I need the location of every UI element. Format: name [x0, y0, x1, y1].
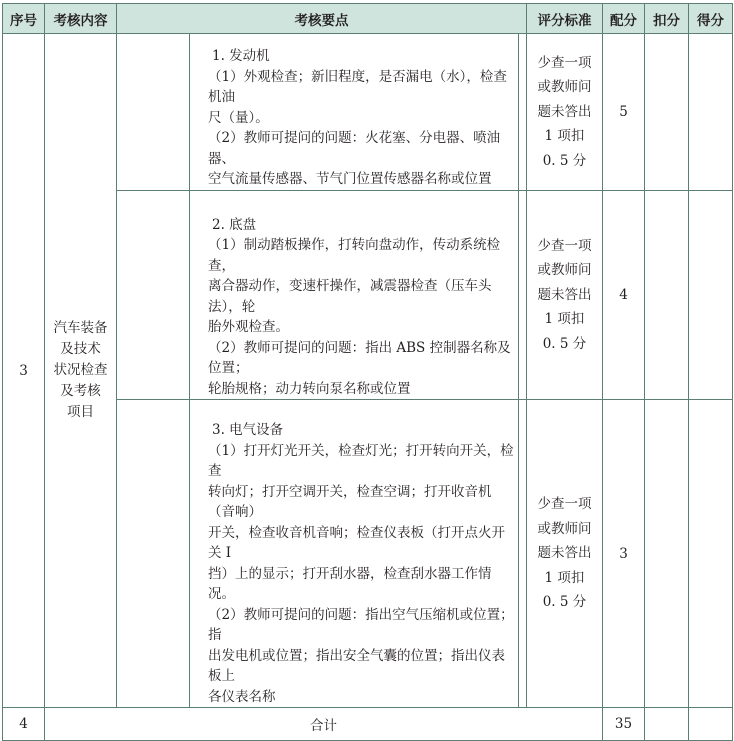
standard-line: 或教师问 [537, 262, 592, 278]
total-row [3, 708, 733, 741]
standard-line: 题未答出 [537, 103, 592, 120]
deduct-cell[interactable] [645, 190, 689, 400]
item-title: 3. 电气设备 [212, 422, 284, 438]
content-line: 及技术 [60, 341, 101, 357]
total-score: 35 [603, 708, 645, 741]
total-deduct-cell[interactable] [645, 708, 689, 741]
header-points: 考核要点 [117, 4, 527, 34]
item-line: 挡）上的显示；打开刮水器，检查刮水器工作情况。 [208, 565, 492, 602]
header-row [3, 4, 733, 34]
standard-line: 1 项扣 [544, 128, 585, 144]
content-line: 及考核 [60, 383, 101, 399]
row-seq: 3 [3, 34, 45, 708]
standard-line: 0. 5 分 [542, 152, 587, 169]
standard-line: 1 项扣 [544, 569, 585, 586]
standard-line: 1 项扣 [544, 311, 585, 327]
item-line: （2）教师可提问的问题：指出空气压缩机或位置；指 [208, 606, 514, 643]
item-line: 轮胎规格；动力转向泵名称或位置 [208, 380, 411, 397]
standard-cell [527, 400, 603, 708]
content-line: 状况检查 [53, 362, 108, 378]
score-cell: 4 [603, 190, 645, 400]
header-score: 配分 [603, 4, 645, 34]
item-line: 离合器动作，变速杆操作，减震器检查（压车头法），轮 [208, 278, 492, 315]
item-title: 2. 底盘 [212, 216, 257, 233]
item-line: （1）制动踏板操作，打转向盘动作，传动系统检查， [208, 237, 501, 274]
content-line: 项目 [67, 404, 94, 420]
points-cell [117, 190, 527, 400]
deduct-cell[interactable] [645, 400, 689, 708]
standard-line: 题未答出 [537, 286, 592, 303]
score-cell: 3 [603, 400, 645, 708]
item-line: 胎外观检查。 [208, 319, 289, 335]
item-line: （1）外观检查；新旧程度，是否漏电（水），检查机油 [208, 68, 507, 105]
header-standard: 评分标准 [527, 4, 603, 34]
table-row [3, 34, 733, 191]
content-line: 汽车装备 [53, 320, 108, 336]
standard-line: 0. 5 分 [542, 335, 587, 352]
item-line: 空气流量传感器、节气门位置传感器名称或位置 [208, 171, 492, 187]
standard-line: 或教师问 [537, 520, 592, 537]
item-line: （2）教师可提问的问题：指出 ABS 控制器名称及位置； [208, 339, 511, 376]
deduct-cell[interactable] [645, 34, 689, 191]
standard-cell [527, 34, 603, 191]
item-title: 1. 发动机 [212, 48, 270, 64]
header-seq: 序号 [3, 4, 45, 34]
item-line: （1）打开灯光开关，检查灯光；打开转向开关，检查 [208, 442, 514, 479]
total-label: 合计 [45, 708, 603, 741]
standard-line: 少查一项 [537, 496, 592, 513]
standard-cell [527, 190, 603, 400]
got-cell[interactable] [689, 190, 733, 400]
standard-line: 少查一项 [537, 237, 592, 254]
points-cell [117, 400, 527, 708]
assessment-table [2, 3, 733, 741]
item-line: 各仪表名称 [208, 688, 276, 705]
item-line: 转向灯；打开空调开关，检查空调；打开收音机（音响） [208, 483, 492, 520]
standard-line: 题未答出 [537, 545, 592, 562]
standard-line: 或教师问 [537, 79, 592, 95]
item-line: （2）教师可提问的问题：火花塞、分电器、喷油器、 [208, 130, 501, 167]
got-cell[interactable] [689, 34, 733, 191]
standard-line: 少查一项 [537, 54, 592, 71]
points-cell [117, 34, 527, 191]
item-line: 开关，检查收音机音响；检查仪表板（打开点火开关 I [208, 524, 505, 561]
header-deduct: 扣分 [645, 4, 689, 34]
got-cell[interactable] [689, 400, 733, 708]
item-line: 出发电机或位置；指出安全气囊的位置；指出仪表板上 [208, 647, 505, 684]
item-line: 尺（量）。 [208, 109, 269, 126]
total-seq: 4 [3, 708, 45, 741]
header-content: 考核内容 [45, 4, 117, 34]
standard-line: 0. 5 分 [542, 594, 587, 611]
total-got-cell[interactable] [689, 708, 733, 741]
header-got: 得分 [689, 4, 733, 34]
score-cell: 5 [603, 34, 645, 191]
row-content [45, 34, 117, 708]
